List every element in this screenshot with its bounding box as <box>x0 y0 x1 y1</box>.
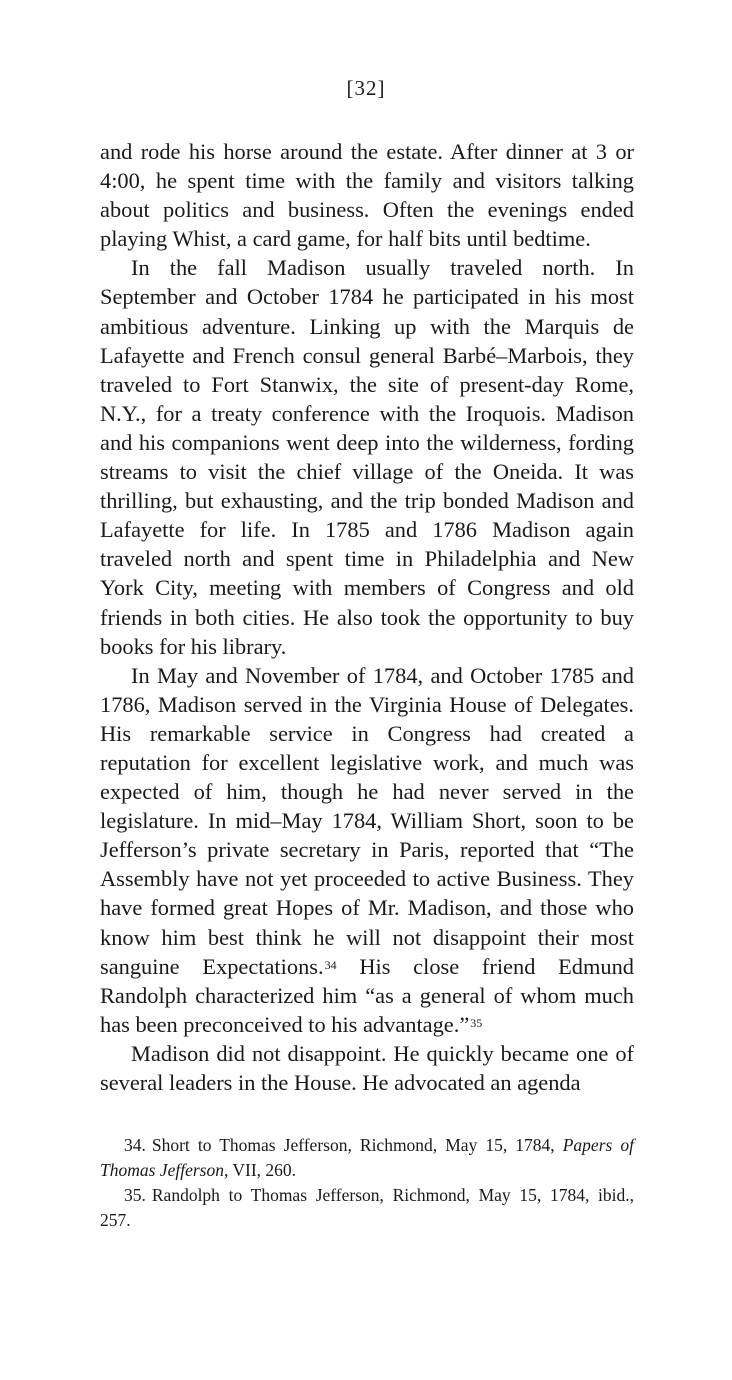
footnotes <box>100 1133 634 1233</box>
footnote-35 <box>100 1183 634 1233</box>
footnote-number: 35. <box>124 1185 146 1205</box>
footnote-ref-35[interactable]: 35 <box>470 1015 483 1030</box>
paragraph-1: and rode his horse around the estate. After dinner at 3 or 4:00, he spent time with the family and visitors talking about politics and business. Often the evenings ended playing Whist, a card game, for half bits until bedtime. <box>100 139 634 252</box>
page-number: [32] <box>346 76 386 100</box>
footnote-ref-34[interactable]: 34 <box>324 957 337 972</box>
footnote-text: Short to Thomas Jefferson, Richmond, May 15, 1784, <box>151 1135 563 1155</box>
footnote-source-title: Papers of Thomas Jefferson <box>100 1135 634 1180</box>
footnote-text: Randolph to Thomas Jefferson, Richmond, May 15, 1784, ibid., 257. <box>100 1185 634 1230</box>
paragraph-3 <box>100 661 634 1039</box>
paragraph-3-text-a: In May and November of 1784, and October 1785 and 1786, Madison served in the Virginia House of Delegates. His remarkable service in Congress had created a reputation for excellent legislative work, and much was expected of him, though he had never served in the legislature. In mid–May 1784, William Short, soon to be Jefferson’s private secretary in Paris, reported that “The Assembly have not yet proceeded to active Business. They have formed great Hopes of Mr. Madison, and those who know him best think he will not disappoint their most sanguine Expectations. <box>100 662 634 979</box>
paragraph-3-text-b: His close friend Edmund Randolph characterized him “as a general of whom much has been preconceived to his advantage.” <box>100 953 635 1037</box>
body-text <box>100 137 634 1097</box>
footnote-number: 34. <box>124 1135 146 1155</box>
footnote-text-tail: , VII, 260. <box>223 1160 297 1180</box>
paragraph-4: Madison did not disappoint. He quickly became one of several leaders in the House. He advocated an agenda <box>100 1040 634 1095</box>
footnote-34 <box>100 1133 634 1183</box>
paragraph-2: In the fall Madison usually traveled north. In September and October 1784 he participated in his most ambitious adventure. Linking up with the Marquis de Lafayette and French consul general Barbé–Marbois, they traveled to Fort Stanwix, the site of present-day Rome, N.Y., for a treaty conference with the Iroquois. Madison and his companions went deep into the wilderness, fording streams to visit the chief village of the Oneida. It was thrilling, but exhausting, and the trip bonded Madison and Lafayette for life. In 1785 and 1786 Madison again traveled north and spent time in Philadelphia and New York City, meeting with members of Congress and old friends in both cities. He also took the opportunity to buy books for his library. <box>100 255 634 659</box>
